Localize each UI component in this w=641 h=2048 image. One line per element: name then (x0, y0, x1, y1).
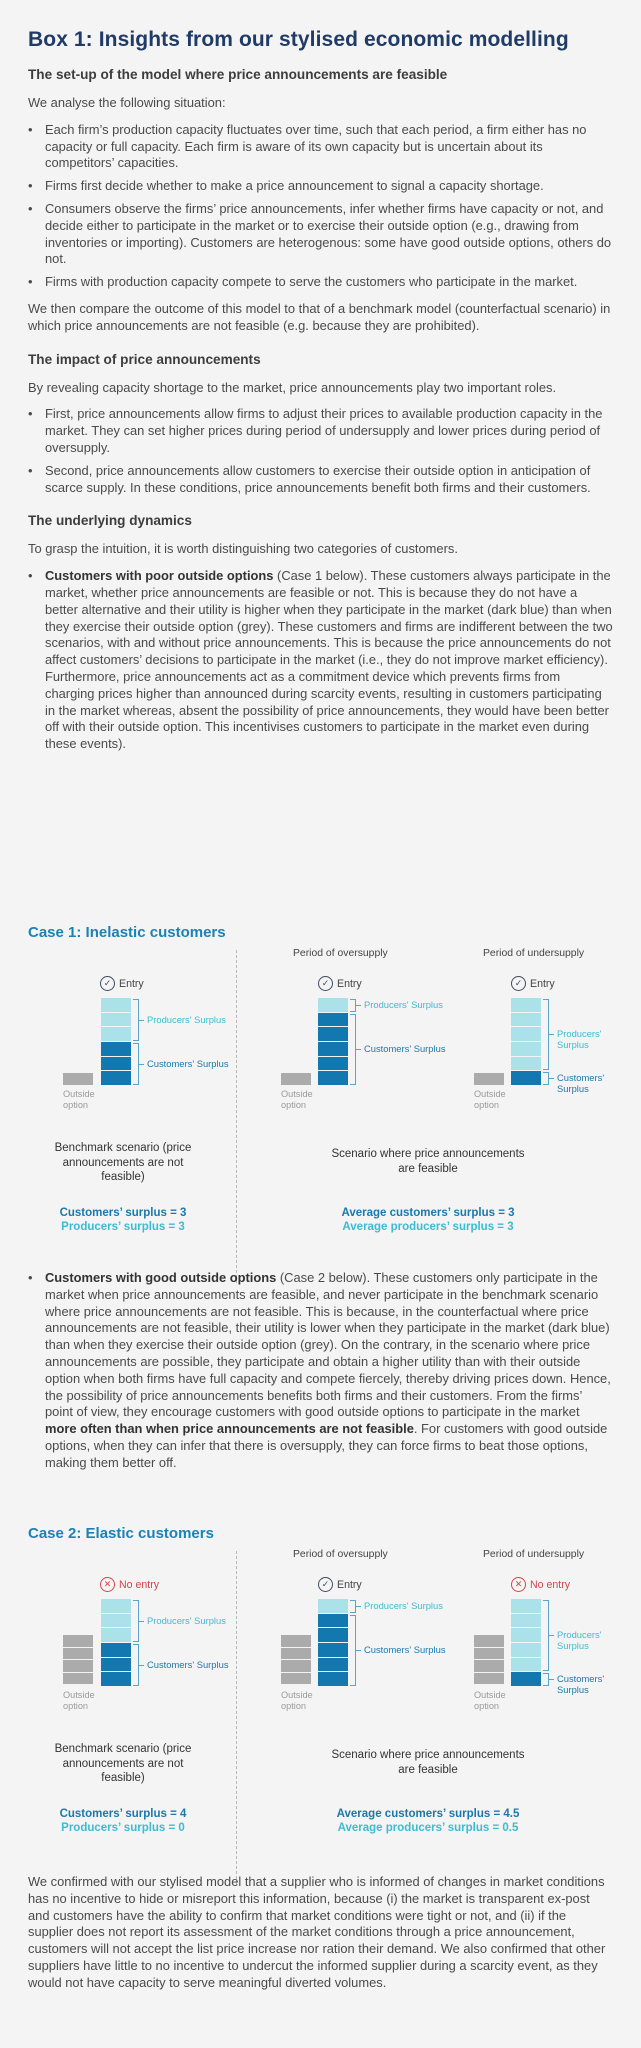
producer-unit (101, 1599, 131, 1614)
list-item (28, 1270, 613, 1472)
customer-unit (101, 1071, 131, 1086)
list-item (28, 568, 613, 753)
outside-unit (63, 1673, 93, 1686)
list-item: • Firms first decide whether to make a price announcement to signal a capacity shortage. (28, 178, 613, 195)
box-title: Box 1: Insights from our stylised economic modelling (28, 28, 569, 51)
outside-unit (63, 1635, 93, 1648)
customer-unit (318, 1057, 348, 1072)
dynamics-intro: To grasp the intuition, it is worth distinguishing two categories of customers. (28, 541, 458, 557)
feasible-scenario-label: Scenario where price announcements are feasible (331, 1148, 525, 1175)
entry-text: Entry (337, 1578, 362, 1591)
bracket-tick (356, 1606, 361, 1607)
entry-label (511, 976, 555, 991)
dynamics-heading: The underlying dynamics (28, 513, 192, 529)
surplus-stack (101, 998, 131, 1086)
producer-unit (511, 1614, 541, 1629)
customer-unit (101, 1658, 131, 1673)
bracket-tick (139, 1020, 144, 1021)
bench-customers-surplus: Customers’ surplus = 4 (59, 1808, 187, 1820)
case1-title: Case 1: Inelastic customers (28, 924, 226, 941)
list-item: • First, price announcements allow firms to adjust their prices to available production capacity in the market. They can set higher prices during period of undersupply and lower prices during period of oversupply. (28, 406, 613, 456)
customer-unit (101, 1672, 131, 1687)
setup-heading: The set-up of the model where price announcements are feasible (28, 67, 448, 82)
benchmark-scenario-label: Benchmark scenario (price announcements are not feasible) (54, 1142, 192, 1183)
good-options-block (28, 1270, 613, 1482)
setup-intro: We analyse the following situation: (28, 95, 226, 110)
setup-list (28, 122, 613, 291)
no-entry-label (511, 1577, 570, 1592)
producer-unit (101, 1013, 131, 1028)
outside-option-bar (281, 1073, 311, 1086)
outside-option-bar (63, 1635, 93, 1685)
surplus-stack (511, 1599, 541, 1687)
bracket-tick (139, 1064, 144, 1065)
customers-surplus-label: Customers' Surplus (147, 1058, 229, 1069)
check-icon: ✓ (318, 1577, 333, 1592)
outside-unit (281, 1648, 311, 1661)
customer-unit (511, 1672, 541, 1687)
dynamics-list-2 (28, 1270, 613, 1472)
bracket-tick (549, 1635, 554, 1636)
check-icon: ✓ (318, 976, 333, 991)
customer-unit (318, 1643, 348, 1658)
bullet-text: . For customers with good outside options, when they can infer that there is oversupply, they can force firms to beat those options, making them better off. (45, 1421, 608, 1470)
customers-surplus-label: Customers' Surplus (557, 1072, 605, 1094)
producer-unit (511, 1057, 541, 1072)
avg-producers-surplus: Average producers’ surplus = 3 (342, 1221, 514, 1233)
producer-unit (101, 998, 131, 1013)
bracket-tick (356, 1650, 361, 1651)
cross-icon: ✕ (100, 1577, 115, 1592)
outside-unit (281, 1635, 311, 1648)
bullet-bold: Customers with poor outside options (45, 568, 274, 584)
producer-unit (318, 1599, 348, 1614)
producers-surplus-label: Producers' Surplus (147, 1615, 226, 1626)
customer-unit (318, 1628, 348, 1643)
producer-unit (318, 998, 348, 1013)
customer-unit (318, 1013, 348, 1028)
outside-unit (63, 1648, 93, 1661)
surplus-stack (318, 998, 348, 1086)
feasible-scenario-label: Scenario where price announcements are feasible (331, 1749, 525, 1776)
list-item: • Firms with production capacity compete to serve the customers who participate in the market. (28, 274, 613, 291)
surplus-stack (101, 1599, 131, 1687)
producer-unit (101, 1614, 131, 1629)
customer-unit (318, 1042, 348, 1057)
bullet-bold: Customers with good outside options (45, 1270, 277, 1285)
bracket-tick (139, 1665, 144, 1666)
cross-icon: ✕ (511, 1577, 526, 1592)
avg-producers-surplus: Average producers’ surplus = 0.5 (337, 1822, 519, 1834)
producer-unit (511, 1658, 541, 1673)
conclusion-paragraph: We confirmed with our stylised model that a supplier who is informed of changes in market conditions has no incentive to hide or misreport this information, because (i) the market is transparent ex-post and customers have the ability to confirm that market conditions were tight or not, and (ii) if the supplier does not report its assessment of the market conditions through a price announcement, customers will not accept the list price increase nor ration their demand. We also confirmed that other suppliers have little to no incentive to undercut the informed supplier during a scarcity event, as they would not have capacity to serve meaningful diverted volumes. (28, 1874, 606, 1990)
customer-unit (101, 1042, 131, 1057)
case1-figure (28, 924, 613, 1283)
dynamics-list-1 (28, 568, 613, 753)
producer-unit (511, 1042, 541, 1057)
outside-unit (474, 1673, 504, 1686)
customer-unit (318, 1614, 348, 1629)
producer-unit (101, 1628, 131, 1643)
bracket-tick (549, 1078, 554, 1079)
list-item: • Consumers observe the firms’ price announcements, infer whether firms have capacity or not, and decide either to participate in the market or to exercise their outside option (e.g., drawing from inventories or importing). Customers are heterogenous: some have good outside options, others do not. (28, 201, 613, 268)
list-item: • Second, price announcements allow customers to exercise their outside option in anticipation of scarce supply. In these conditions, price announcements benefit both firms and their customers. (28, 463, 613, 497)
producers-surplus-label: Producers' Surplus (557, 1028, 602, 1050)
producers-surplus-label: Producers' Surplus (364, 999, 443, 1010)
outside-option-label: Outside option (281, 1089, 313, 1110)
entry-label (100, 976, 144, 991)
scenario-divider (236, 1551, 237, 1884)
benchmark-scenario-label: Benchmark scenario (price announcements are not feasible) (54, 1743, 192, 1784)
outside-unit (474, 1660, 504, 1673)
bracket-tick (356, 1005, 361, 1006)
surplus-stack (511, 998, 541, 1086)
outside-unit (281, 1073, 311, 1086)
outside-option-label: Outside option (63, 1690, 95, 1711)
producer-unit (101, 1027, 131, 1042)
no-entry-text: No entry (119, 1578, 160, 1591)
period-undersupply-label: Period of undersupply (483, 1549, 585, 1560)
outside-unit (63, 1660, 93, 1673)
bracket-tick (139, 1621, 144, 1622)
scenario-divider (236, 950, 237, 1283)
bracket-tick (549, 1034, 554, 1035)
bullet-bold-inline: more often than when price announcements are not feasible (45, 1421, 414, 1437)
producer-unit (511, 1013, 541, 1028)
bench-producers-surplus: Producers’ surplus = 0 (61, 1822, 185, 1834)
impact-heading: The impact of price announcements (28, 351, 261, 367)
bracket-tick (549, 1679, 554, 1680)
no-entry-label (100, 1577, 159, 1592)
customer-unit (318, 1027, 348, 1042)
entry-text: Entry (337, 977, 362, 990)
bench-producers-surplus: Producers’ surplus = 3 (61, 1221, 185, 1233)
case2-title: Case 2: Elastic customers (28, 1525, 214, 1542)
outside-unit (281, 1660, 311, 1673)
avg-customers-surplus: Average customers’ surplus = 4.5 (336, 1808, 520, 1820)
producers-surplus-label: Producers' Surplus (364, 1600, 443, 1611)
surplus-stack (318, 1599, 348, 1687)
period-oversupply-label: Period of oversupply (293, 1549, 388, 1560)
check-icon: ✓ (100, 976, 115, 991)
producer-unit (511, 1599, 541, 1614)
entry-label (318, 1577, 362, 1592)
entry-text: Entry (530, 977, 555, 990)
avg-customers-surplus: Average customers’ surplus = 3 (341, 1207, 515, 1219)
outside-option-bar (281, 1635, 311, 1685)
customer-unit (318, 1071, 348, 1086)
customer-unit (101, 1057, 131, 1072)
producers-surplus-label: Producers' Surplus (557, 1629, 602, 1651)
outside-option-bar (474, 1635, 504, 1685)
customers-surplus-label: Customers' Surplus (147, 1659, 229, 1670)
customers-surplus-label: Customers' Surplus (364, 1043, 446, 1054)
producer-unit (511, 1027, 541, 1042)
customer-unit (511, 1071, 541, 1086)
outside-unit (281, 1673, 311, 1686)
outside-option-label: Outside option (474, 1690, 506, 1711)
customer-unit (101, 1643, 131, 1658)
outside-unit (63, 1073, 93, 1086)
list-item: • Each firm’s production capacity fluctuates over time, such that each period, a firm either has no capacity or full capacity. Each firm is aware of its own capacity but is uncertain about its competitors’ capacities. (28, 122, 613, 172)
producers-surplus-label: Producers' Surplus (147, 1014, 226, 1025)
outside-option-label: Outside option (474, 1089, 506, 1110)
period-oversupply-label: Period of oversupply (293, 948, 388, 959)
case1-diagram (28, 948, 613, 1283)
outside-unit (474, 1073, 504, 1086)
case2-diagram (28, 1549, 613, 1884)
customer-unit (318, 1658, 348, 1673)
outside-unit (474, 1648, 504, 1661)
check-icon: ✓ (511, 976, 526, 991)
outside-option-bar (63, 1073, 93, 1086)
outside-option-bar (474, 1073, 504, 1086)
setup-outro: We then compare the outcome of this model to that of a benchmark model (counterfactual scenario) in which price announcements are not feasible (e.g. because they are prohibited). (28, 300, 611, 333)
producer-unit (511, 1643, 541, 1658)
bullet-text: (Case 1 below). These customers always participate in the market, whether price announcements are feasible or not. This is because they do not have a better alternative and their utility is higher when they participate in the market (dark blue) than when they exercise their outside option (grey). These customers and firms are indifferent between the two scenarios, with and without price announcements. This is because the price announcements do not affect customers’ decisions to participate in the market (i.e., they do not improve market efficiency). Furthermore, price announcements act as a commitment device which prevents firms from charging prices higher than announced during scarcity events, resulting in customers participating in the market whereas, absent the possibility of price announcements, they would have been better off with their outside option. This incentivises customers to participate in the market even during these events). (45, 568, 613, 752)
customers-surplus-label: Customers' Surplus (364, 1644, 446, 1655)
entry-text: Entry (119, 977, 144, 990)
customer-unit (318, 1672, 348, 1687)
bench-customers-surplus: Customers’ surplus = 3 (59, 1207, 187, 1219)
no-entry-text: No entry (530, 1578, 571, 1591)
bullet-text: (Case 2 below). These customers only participate in the market when price announcements are feasible, and never participate in the benchmark scenario where price announcements are not feasible. This is because, in the counterfactual where price announcements are not feasible, their utility is lower when they participate in the market (dark blue) than when they exercise their outside option (grey). On the contrary, in the scenario where price announcements are possible, they participate and obtain a higher utility than with their outside option when both firms have full capacity and compete fiercely, thereby driving prices down. Hence, the possibility of price announcements benefits both firms and their customers. From the firms’ point of view, they encourage customers with good outside options to participate in the market (45, 1270, 611, 1420)
outside-option-label: Outside option (63, 1089, 95, 1110)
impact-intro: By revealing capacity shortage to the market, price announcements play two important roles. (28, 379, 557, 395)
outside-option-label: Outside option (281, 1690, 313, 1711)
period-undersupply-label: Period of undersupply (483, 948, 585, 959)
producer-unit (511, 998, 541, 1013)
impact-list (28, 406, 613, 496)
case2-figure (28, 1525, 613, 1884)
customers-surplus-label: Customers' Surplus (557, 1673, 605, 1695)
outside-unit (474, 1635, 504, 1648)
bracket-tick (356, 1049, 361, 1050)
entry-label (318, 976, 362, 991)
producer-unit (511, 1628, 541, 1643)
